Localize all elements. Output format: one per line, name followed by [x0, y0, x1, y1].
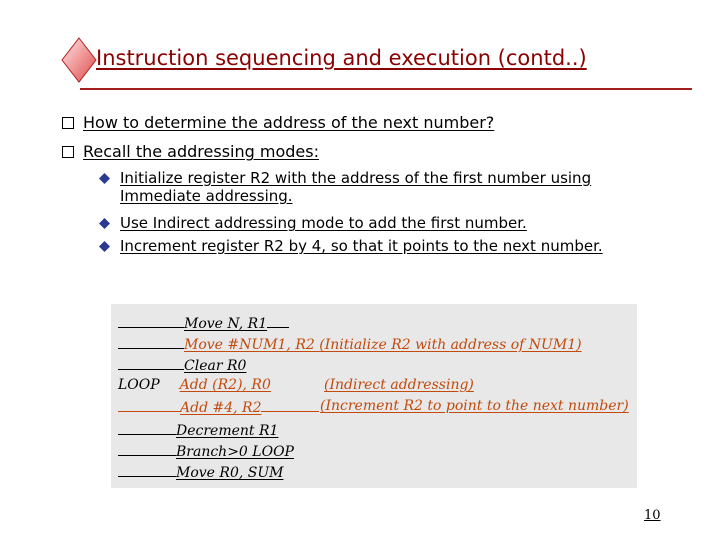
question-item [62, 142, 319, 161]
diamond-bullet-icon [99, 218, 110, 229]
checkbox-bullet-icon [62, 146, 74, 158]
question-text: Recall the addressing modes: [83, 142, 319, 161]
code-comment: (Increment R2 to point to the next number) [320, 398, 629, 414]
bullet-text: Increment register R2 by 4, so that it points to the next number. [120, 237, 603, 255]
loop-label: LOOP [118, 377, 160, 393]
code-line: Move N, R1 [118, 314, 289, 332]
title-divider [80, 88, 692, 90]
question-text: How to determine the address of the next number? [83, 113, 495, 132]
bullet-text: Use Indirect addressing mode to add the first number. [120, 214, 527, 232]
code-line: Branch>0 LOOP [118, 442, 294, 460]
page-number: 10 [644, 508, 661, 523]
code-line: Move #NUM1, R2 (Initialize R2 with address of NUM1) [118, 335, 582, 353]
code-line: LOOP Add (R2), R0 [118, 377, 271, 393]
diamond-icon [61, 37, 97, 83]
code-line: Move R0, SUM [118, 463, 283, 481]
bullet-text: Initialize register R2 with the address of the first number using Immediate addressing. [120, 169, 592, 205]
page-title: Instruction sequencing and execution (contd..) [96, 46, 587, 70]
code-line: Add #4, R2 [118, 398, 319, 416]
code-line: Clear R0 [118, 356, 246, 374]
question-item [62, 113, 494, 132]
code-comment: (Indirect addressing) [324, 377, 474, 393]
diamond-bullet-icon [99, 241, 110, 252]
checkbox-bullet-icon [62, 117, 74, 129]
code-line: Decrement R1 [118, 421, 278, 439]
diamond-bullet-icon [99, 173, 110, 184]
